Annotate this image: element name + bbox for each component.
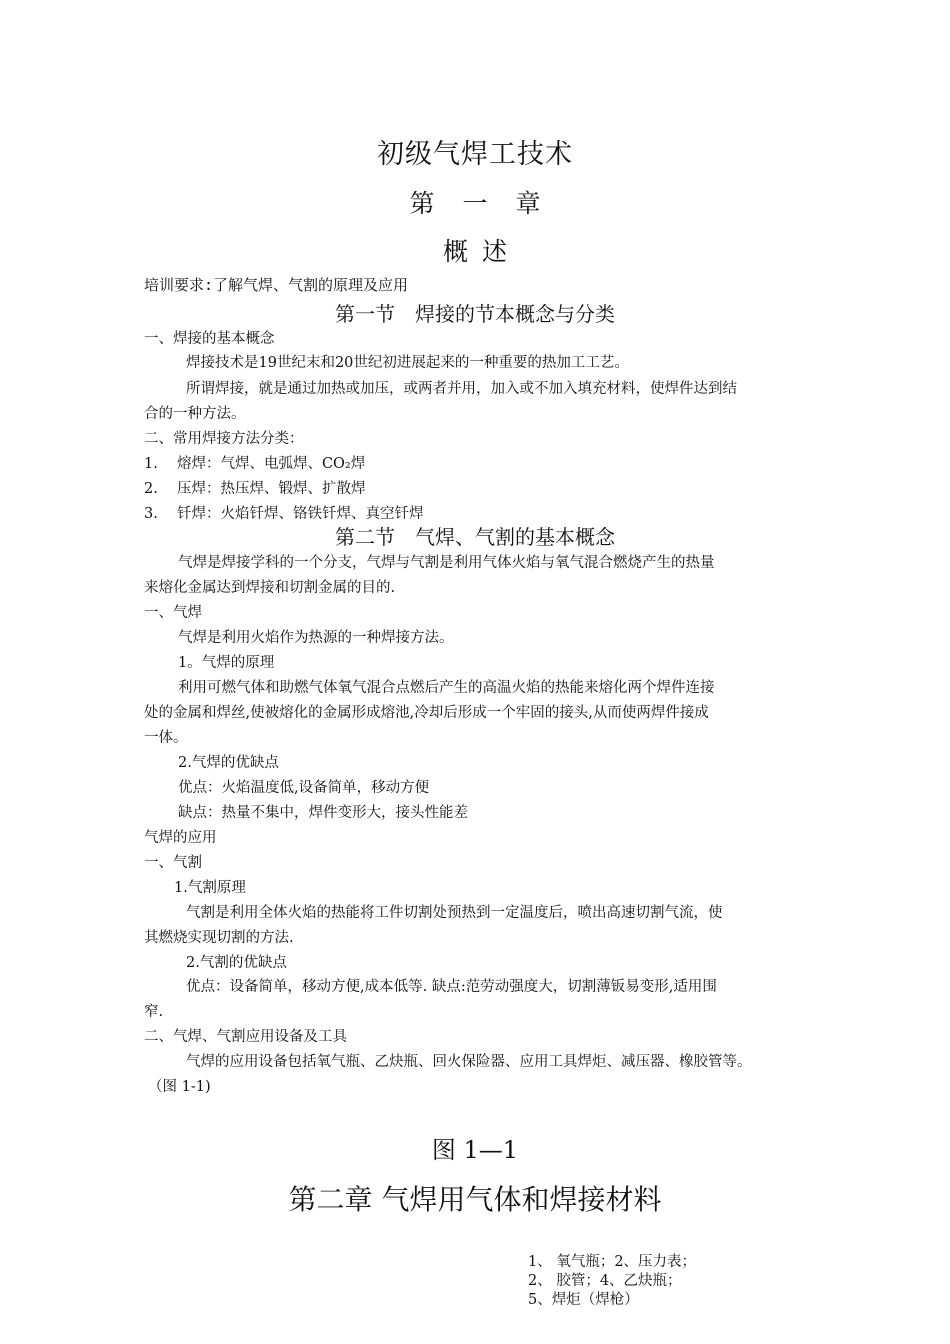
paragraph-line: 缺点：热量不集中，焊件变形大，接头性能差 xyxy=(178,805,468,821)
list-item: 3. 钎焊：火焰钎焊、铬铁钎焊、真空钎焊 xyxy=(144,506,424,522)
figure-legend-item: 1、 氧气瓶；2、压力表； xyxy=(528,1254,697,1270)
heading-welding-methods: 二、常用焊接方法分类： xyxy=(144,431,304,447)
subheading: 1.气割原理 xyxy=(174,880,246,896)
paragraph-line: 优点：设备简单，移动方便,成本低等. 缺点:范劳动强度大，切割薄钣易变形,适用围 xyxy=(186,979,717,995)
figure-legend-item: 2、 胶管；4、乙炔瓶； xyxy=(528,1273,682,1289)
list-item: 1. 熔焊：气焊、电弧焊、CO₂焊 xyxy=(144,456,366,472)
paragraph-line: 气焊是利用火焰作为热源的一种焊接方法。 xyxy=(178,630,454,646)
figure-legend-item: 5、焊炬（焊枪） xyxy=(528,1292,639,1308)
document-title: 初级气焊工技术 xyxy=(377,139,573,170)
subheading: 2.气焊的优缺点 xyxy=(178,755,279,771)
paragraph-line: 所谓焊接，就是通过加热或加压，或两者并用，加入或不加入填充材料，使焊件达到结 xyxy=(186,381,737,397)
figure-label: 图 1—1 xyxy=(431,1136,519,1164)
heading-welding-concept: 一、焊接的基本概念 xyxy=(144,331,275,347)
heading-gas-welding: 一、气焊 xyxy=(144,605,202,621)
paragraph-line: 来熔化金属达到焊接和切割金属的目的. xyxy=(144,580,396,596)
heading-gas-welding-application: 气焊的应用 xyxy=(144,830,217,846)
paragraph-line: 气焊的应用设备包括氧气瓶、乙炔瓶、回火保险器、应用工具焊炬、减压器、橡胶管等。 xyxy=(186,1054,752,1070)
paragraph-line: 其燃烧实现切割的方法. xyxy=(144,930,294,946)
training-requirement: 培训要求:了解气焊、气割的原理及应用 xyxy=(144,276,409,294)
paragraph-line: 利用可燃气体和助燃气体氧气混合点燃后产生的高温火焰的热能来熔化两个焊件连接 xyxy=(178,680,715,696)
overview-heading: 概述 xyxy=(442,237,521,266)
figure-reference: （图 1-1) xyxy=(148,1079,211,1095)
subheading: 2.气割的优缺点 xyxy=(186,955,287,971)
subheading: 1。气焊的原理 xyxy=(178,655,275,671)
paragraph-line: 合的一种方法。 xyxy=(144,406,246,422)
heading-equipment: 二、气焊、气割应用设备及工具 xyxy=(144,1029,347,1045)
paragraph-line: 气割是利用全体火焰的热能将工件切割处预热到一定温度后，喷出高速切割气流，使 xyxy=(186,905,723,921)
paragraph-line: 焊接技术是19世纪末和20世纪初进展起来的一种重要的热加工工艺。 xyxy=(186,355,629,371)
heading-gas-cutting: 一、气割 xyxy=(144,855,202,871)
section-2-heading: 第二节 气焊、气割的基本概念 xyxy=(335,525,615,549)
paragraph-line: 一体。 xyxy=(144,730,188,746)
chapter-2-heading: 第二章 气焊用气体和焊接材料 xyxy=(288,1183,662,1216)
paragraph-line: 处的金属和焊丝,使被熔化的金属形成熔池,冷却后形成一个牢固的接头,从而使两焊件接成 xyxy=(144,705,709,721)
chapter-1-heading: 第一章 xyxy=(409,189,569,218)
paragraph-line: 优点：火焰温度低,设备简单，移动方便 xyxy=(178,780,430,796)
section-1-heading: 第一节 焊接的节本概念与分类 xyxy=(335,302,615,326)
paragraph-line: 气焊是焊接学科的一个分支，气焊与气割是利用气体火焰与氧气混合燃烧产生的热量 xyxy=(178,555,715,571)
paragraph-line: 窄. xyxy=(144,1004,164,1020)
list-item: 2. 压焊：热压焊、锻焊、扩散焊 xyxy=(144,481,366,497)
